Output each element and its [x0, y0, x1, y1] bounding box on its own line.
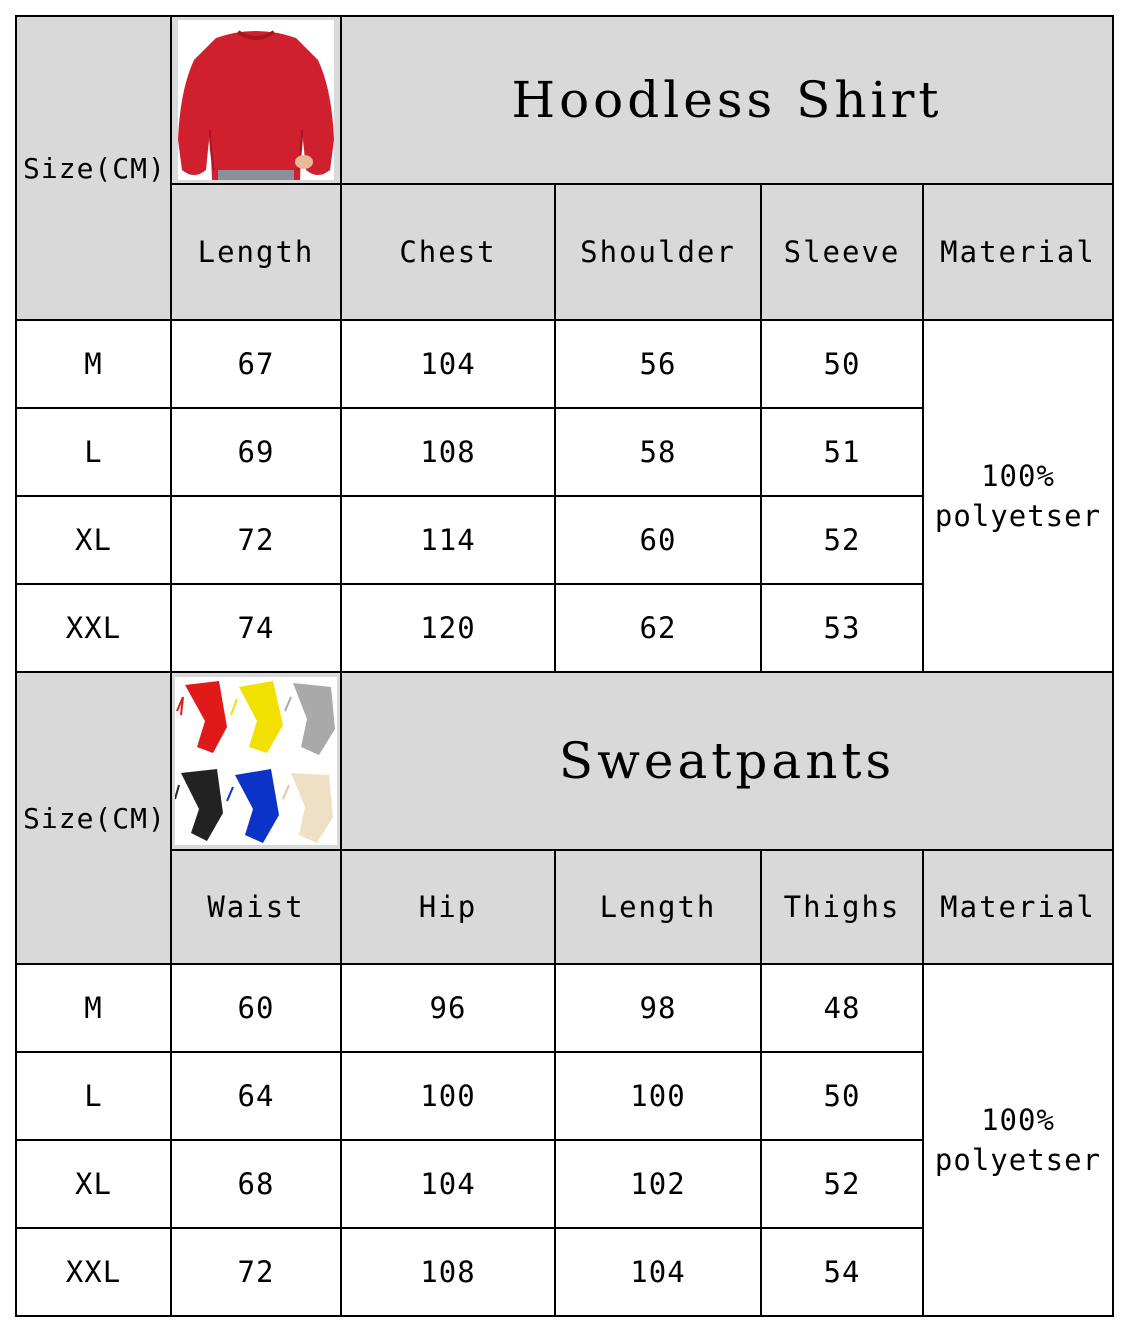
shirt-xl-shoulder: 60 [555, 496, 761, 584]
shirt-m-length: 67 [171, 320, 341, 408]
pants-l-length: 100 [555, 1052, 761, 1140]
pants-size-xxl: XXL [16, 1228, 171, 1316]
pants-header-thighs: Thighs [761, 850, 923, 964]
shirt-size-m: M [16, 320, 171, 408]
shirt-m-shoulder: 56 [555, 320, 761, 408]
pants-xxl-thighs: 54 [761, 1228, 923, 1316]
pants-header-material: Material [923, 850, 1113, 964]
shirt-photo-cell [171, 16, 341, 184]
pants-xxl-length: 104 [555, 1228, 761, 1316]
shirt-xxl-sleeve: 53 [761, 584, 923, 672]
shirt-header-material: Material [923, 184, 1113, 320]
pants-material [923, 964, 1113, 1316]
shirt-title: Hoodless Shirt [341, 16, 1113, 184]
shirt-xl-chest: 114 [341, 496, 555, 584]
pants-header-length: Length [555, 850, 761, 964]
pants-l-waist: 64 [171, 1052, 341, 1140]
pants-m-length: 98 [555, 964, 761, 1052]
shirt-size-l: L [16, 408, 171, 496]
shirt-size-label: Size(CM) [16, 16, 171, 320]
pants-m-hip: 96 [341, 964, 555, 1052]
pants-xl-hip: 104 [341, 1140, 555, 1228]
shirt-xxl-chest: 120 [341, 584, 555, 672]
red-sweatshirt-photo [178, 20, 334, 180]
shirt-m-chest: 104 [341, 320, 555, 408]
shirt-xl-length: 72 [171, 496, 341, 584]
pants-row-m [16, 964, 1113, 1052]
pants-xl-length: 102 [555, 1140, 761, 1228]
shirt-material [923, 320, 1113, 672]
pants-header-waist: Waist [171, 850, 341, 964]
shirt-m-sleeve: 50 [761, 320, 923, 408]
pants-size-m: M [16, 964, 171, 1052]
shirt-header-shoulder: Shoulder [555, 184, 761, 320]
shirt-header-sleeve: Sleeve [761, 184, 923, 320]
shirt-l-length: 69 [171, 408, 341, 496]
sweatpants-colors-photo [175, 677, 337, 845]
pants-size-xl: XL [16, 1140, 171, 1228]
pants-xl-thighs: 52 [761, 1140, 923, 1228]
pants-m-thighs: 48 [761, 964, 923, 1052]
shirt-material-percent: 100% [981, 459, 1055, 493]
shirt-material-fabric: polyetser [934, 499, 1102, 533]
pants-material-percent: 100% [981, 1103, 1055, 1137]
pants-header-hip: Hip [341, 850, 555, 964]
shirt-l-shoulder: 58 [555, 408, 761, 496]
pants-m-waist: 60 [171, 964, 341, 1052]
pants-size-label: Size(CM) [16, 672, 171, 964]
shirt-xl-sleeve: 52 [761, 496, 923, 584]
shirt-header-length: Length [171, 184, 341, 320]
pants-photo-cell [171, 672, 341, 850]
shirt-xxl-length: 74 [171, 584, 341, 672]
pants-size-l: L [16, 1052, 171, 1140]
shirt-size-xxl: XXL [16, 584, 171, 672]
pants-xxl-hip: 108 [341, 1228, 555, 1316]
shirt-row-m [16, 320, 1113, 408]
shirt-size-xl: XL [16, 496, 171, 584]
shirt-l-chest: 108 [341, 408, 555, 496]
pants-l-hip: 100 [341, 1052, 555, 1140]
shirt-xxl-shoulder: 62 [555, 584, 761, 672]
pants-xl-waist: 68 [171, 1140, 341, 1228]
pants-xxl-waist: 72 [171, 1228, 341, 1316]
pants-l-thighs: 50 [761, 1052, 923, 1140]
shirt-l-sleeve: 51 [761, 408, 923, 496]
pants-title: Sweatpants [341, 672, 1113, 850]
size-chart-table [15, 15, 1114, 1317]
pants-material-fabric: polyetser [934, 1143, 1102, 1177]
shirt-header-chest: Chest [341, 184, 555, 320]
